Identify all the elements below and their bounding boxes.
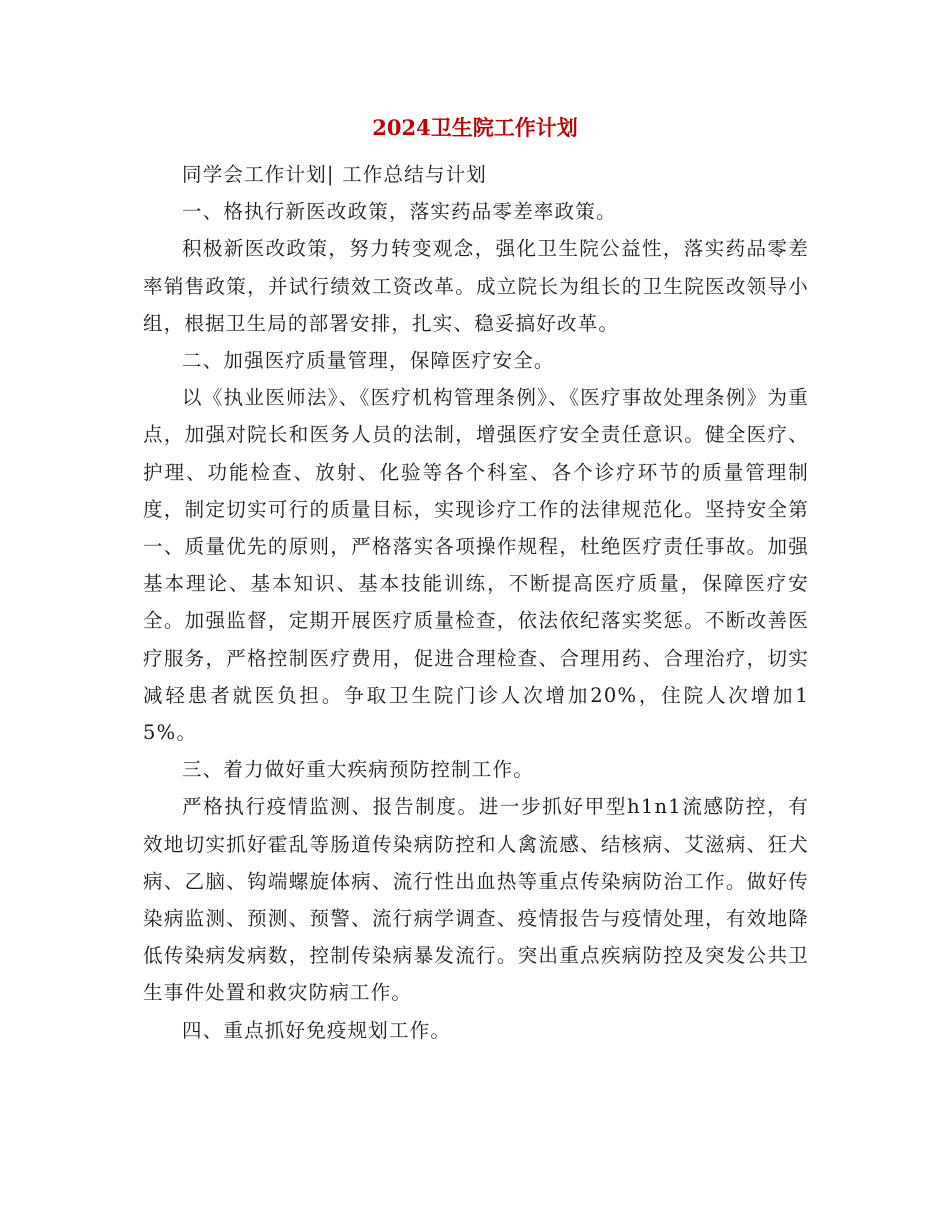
document-title: 2024卫生院工作计划 — [372, 115, 578, 140]
paragraph-section-3: 严格执行疫情监测、报告制度。进一步抓好甲型h1n1流感防控，有效地切实抓好霍乱等肠道传染病防控和人禽流感、结核病、艾滋病、狂犬病、乙脑、钩端螺旋体病、流行性出血热等重点传染病防治工作。做好传染病监测、预测、预警、流行病学调查、疫情报告与疫情处理，有效地降低传染病发病数，控制传染病暴发流行。突出重点疾病防控及突发公共卫生事件处置和救灾防病工作。 — [143, 795, 809, 1005]
section-heading-3: 三、着力做好重大疾病预防控制工作。 — [182, 758, 534, 782]
paragraph-section-2: 以《执业医师法》、《医疗机构管理条例》、《医疗事故处理条例》为重点，加强对院长和医务人员的法制，增强医疗安全责任意识。健全医疗、护理、功能检查、放射、化验等各个科室、各个诊疗环节的质量管理制度，制定切实可行的质量目标，实现诊疗工作的法律规范化。坚持安全第一、质量优先的原则，严格落实各项操作规程，杜绝医疗责任事故。加强基本理论、基本知识、基本技能训练，不断提高医疗质量，保障医疗安全。加强监督，定期开展医疗质量检查，依法依纪落实奖惩。不断改善医疗服务，严格控制医疗费用，促进合理检查、合理用药、合理治疗，切实减轻患者就医负担。争取卫生院门诊人次增加20%，住院人次增加15%。 — [143, 386, 809, 745]
document-body — [143, 156, 809, 1049]
paragraph-header-line: 同学会工作计划| 工作总结与计划 — [182, 163, 487, 186]
section-heading-2: 二、加强医疗质量管理，保障医疗安全。 — [182, 349, 555, 373]
paragraph-section-1: 积极新医改政策，努力转变观念，强化卫生院公益性，落实药品零差率销售政策，并试行绩效工资改革。成立院长为组长的卫生院医改领导小组，根据卫生局的部署安排，扎实、稳妥搞好改革。 — [143, 237, 809, 335]
section-heading-1: 一、格执行新医改政策，落实药品零差率政策。 — [182, 200, 617, 224]
section-heading-4: 四、重点抓好免疫规划工作。 — [182, 1018, 452, 1042]
